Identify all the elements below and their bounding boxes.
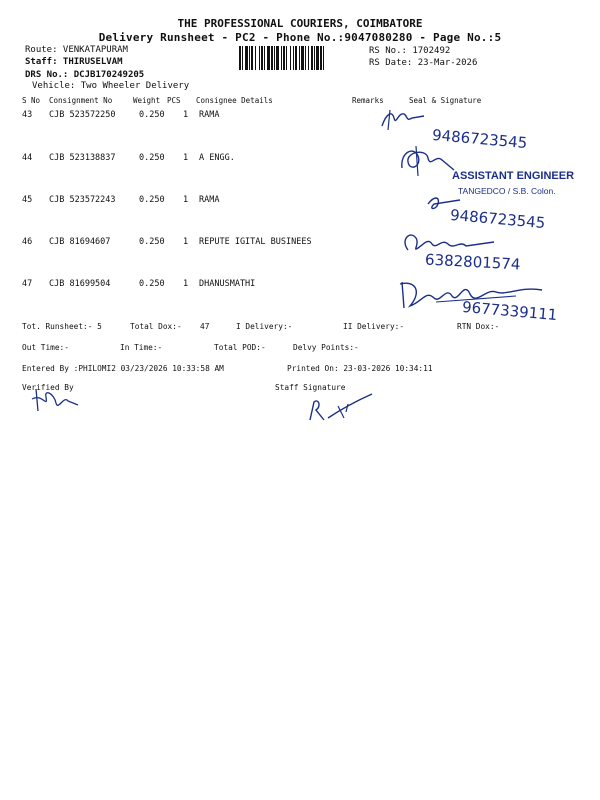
rs-number: RS No.: 1702492 xyxy=(369,46,451,56)
row-consignment: CJB 523572250 xyxy=(49,110,116,120)
entered-by: Entered By :PHILOMI2 03/23/2026 10:33:58 AM xyxy=(22,364,224,373)
total-dox-label: Total Dox:- xyxy=(130,322,182,331)
row-consignment: CJB 523138837 xyxy=(49,153,116,163)
col-weight: Weight xyxy=(133,96,161,105)
row-consignee: REPUTE IGITAL BUSINEES xyxy=(199,237,312,247)
drs-number: DRS No.: DCJB170249205 xyxy=(25,70,145,80)
rs-date: RS Date: 23-Mar-2026 xyxy=(369,58,478,68)
delvy-points-label: Delvy Points:- xyxy=(293,343,359,352)
row-pcs: 1 xyxy=(183,153,189,163)
row-sno: 44 xyxy=(22,153,33,163)
row-consignee: RAMA xyxy=(199,195,220,205)
signature-row-44 xyxy=(396,142,458,178)
row-sno: 45 xyxy=(22,195,33,205)
row-consignee: DHANUSMATHI xyxy=(199,279,256,289)
company-title: THE PROFESSIONAL COURIERS, COIMBATORE xyxy=(177,17,423,30)
printed-on: Printed On: 23-03-2026 10:34:11 xyxy=(287,364,433,373)
handwritten-phone-4: 9677339111 xyxy=(461,297,559,325)
route-label: Route: VENKATAPURAM xyxy=(25,45,128,55)
row-sno: 43 xyxy=(22,110,33,120)
col-consignee: Consignee Details xyxy=(196,96,273,105)
out-time-label: Out Time:- xyxy=(22,343,69,352)
ii-delivery-label: II Delivery:- xyxy=(343,322,405,331)
col-seal-signature: Seal & Signature xyxy=(409,96,482,105)
signature-row-43 xyxy=(378,106,428,132)
row-weight: 0.250 xyxy=(139,237,165,247)
vehicle-label: Vehicle: Two Wheeler Delivery xyxy=(32,81,190,91)
row-weight: 0.250 xyxy=(139,153,165,163)
verifier-signature xyxy=(28,385,80,415)
col-pcs: PCS xyxy=(167,96,181,105)
total-runsheet: Tot. Runsheet:- 5 xyxy=(22,322,102,331)
row-consignment: CJB 81694607 xyxy=(49,237,111,247)
handwritten-phone-3: 6382801574 xyxy=(424,250,521,274)
row-sno: 47 xyxy=(22,279,33,289)
staff-signature-label: Staff Signature xyxy=(275,383,346,392)
row-pcs: 1 xyxy=(183,279,189,289)
row-consignee: RAMA xyxy=(199,110,220,120)
in-time-label: In Time:- xyxy=(120,343,163,352)
stamp-line-2: TANGEDCO / S.B. Colon. xyxy=(458,186,556,196)
col-sno: S No xyxy=(22,96,41,105)
row-consignment: CJB 523572243 xyxy=(49,195,116,205)
total-pod-label: Total POD:- xyxy=(214,343,266,352)
stamp-line-1: ASSISTANT ENGINEER xyxy=(452,170,575,182)
staff-signature-mark xyxy=(304,388,376,424)
row-weight: 0.250 xyxy=(139,110,165,120)
row-weight: 0.250 xyxy=(139,279,165,289)
verified-by-label: Verified By xyxy=(22,383,74,392)
handwritten-phone-1: 9486723545 xyxy=(431,125,529,153)
row-pcs: 1 xyxy=(183,195,189,205)
runsheet-subtitle: Delivery Runsheet - PC2 - Phone No.:9047080280 - Page No.:5 xyxy=(98,31,502,44)
row-pcs: 1 xyxy=(183,110,189,120)
staff-label: Staff: THIRUSELVAM xyxy=(25,57,123,67)
barcode-image xyxy=(239,46,367,70)
row-pcs: 1 xyxy=(183,237,189,247)
row-consignee: A ENGG. xyxy=(199,153,235,163)
row-consignment: CJB 81699504 xyxy=(49,279,111,289)
rtn-dox-label: RTN Dox:- xyxy=(457,322,500,331)
row-sno: 46 xyxy=(22,237,33,247)
i-delivery-label: I Delivery:- xyxy=(236,322,293,331)
total-dox-value: 47 xyxy=(200,322,210,331)
handwritten-phone-2: 9486723545 xyxy=(449,205,547,233)
col-consignment: Consignment No xyxy=(49,96,113,105)
col-remarks: Remarks xyxy=(352,96,384,105)
row-weight: 0.250 xyxy=(139,195,165,205)
